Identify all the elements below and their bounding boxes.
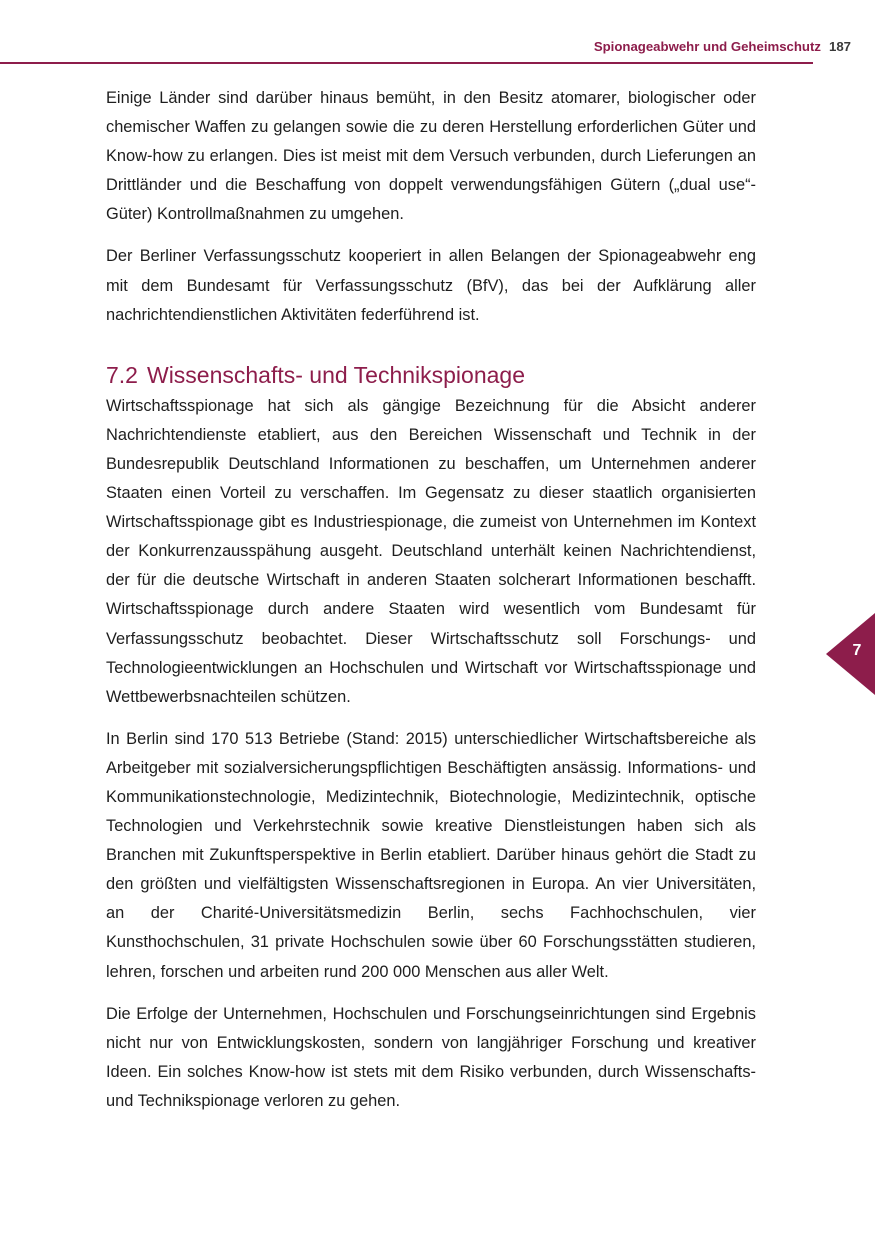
paragraph-intro-2: Der Berliner Verfassungsschutz kooperiert in allen Belangen der Spionageabwehr eng mit dem Bundesamt für Verfassungsschutz (BfV), das bei der Aufklärung aller nachrichtendienstlichen Aktivitäten federführend ist. (106, 247, 756, 324)
section-number: 7.2 (106, 361, 138, 388)
chapter-number: 7 (852, 642, 862, 659)
page-number: 187 (828, 39, 851, 54)
chapter-tab (826, 613, 875, 695)
section-heading (106, 360, 756, 390)
running-head (0, 39, 851, 54)
section-paragraph-3: Die Erfolge der Unternehmen, Hochschulen und Forschungseinrichtungen sind Ergebnis nicht nur von Entwicklungskosten, sondern von langjähriger Forschung und kreativer Ideen. Ein solches Know-how ist stets mit dem Risiko verbunden, durch Wissenschafts- und Technikspionage verloren zu gehen. (106, 1004, 756, 1110)
section-paragraph-2: In Berlin sind 170 513 Betriebe (Stand: 2015) unterschiedlicher Wirtschaftsbereiche als Arbeitgeber mit sozialversicherungspflichtigen Beschäftigten ansässig. Informations- und Kommunikationstechnologie, Medizintechnik, Biotechnologie, Medizintechnik, optische Technologien und Verkehrstechnik sowie kreative Dienstleistungen haben sich als Branchen mit Zukunftsperspektive in Berlin etabliert. Darüber hinaus gehört die Stadt zu den größten und vielfältigsten Wissenschaftsregionen in Europa. An vier Universitäten, an der Charité-Universitätsmedizin Berlin, sechs Fachhochschulen, vier Kunsthochschulen, 31 private Hochschulen sowie über 60 Forschungsstätten studieren, lehren, forschen und arbeiten rund 200 000 Menschen aus aller Welt. (106, 729, 756, 981)
running-title: Spionageabwehr und Geheimschutz (593, 39, 821, 54)
paragraph-intro-1: Einige Länder sind darüber hinaus bemüht, in den Besitz atomarer, biologischer oder chemischer Waffen zu gelangen sowie die zu deren Herstellung erforderlichen Güter und Know-how zu erlangen. Dies ist meist mit dem Versuch verbunden, durch Lieferungen an Drittländer und die Beschaffung von doppelt verwendungsfähigen Gütern („dual use“-Güter) Kontrollmaßnahmen zu umgehen. (106, 89, 756, 224)
section-title: Wissenschafts- und Technikspionage (146, 361, 525, 388)
page-body (106, 84, 756, 1129)
section-paragraph-1: Wirtschaftsspionage hat sich als gängige Bezeichnung für die Absicht anderer Nachrichtendienste etabliert, aus den Bereichen Wissenschaft und Technik in der Bundesrepublik Deutschland Informationen zu beschaffen, um Unternehmen anderer Staaten einen Vorteil zu verschaffen. Im Gegensatz zu dieser staatlich organisierten Wirtschaftsspionage gibt es Industriespionage, die zumeist von Unternehmen im Kontext der Konkurrenzausspähung ausgeht. Deutschland unterhält keinen Nachrichtendienst, der für die deutsche Wirtschaft in anderen Staaten solcherart Informationen beschafft. Wirtschaftsspionage durch andere Staaten wird wesentlich vom Bundesamt für Verfassungsschutz beobachtet. Dieser Wirtschaftsschutz soll Forschungs- und Technologieentwicklungen an Hochschulen und Wirtschaft vor Wirtschaftsspionage und Wettbewerbsnachteilen schützen. (106, 396, 756, 706)
header-rule (0, 62, 813, 64)
